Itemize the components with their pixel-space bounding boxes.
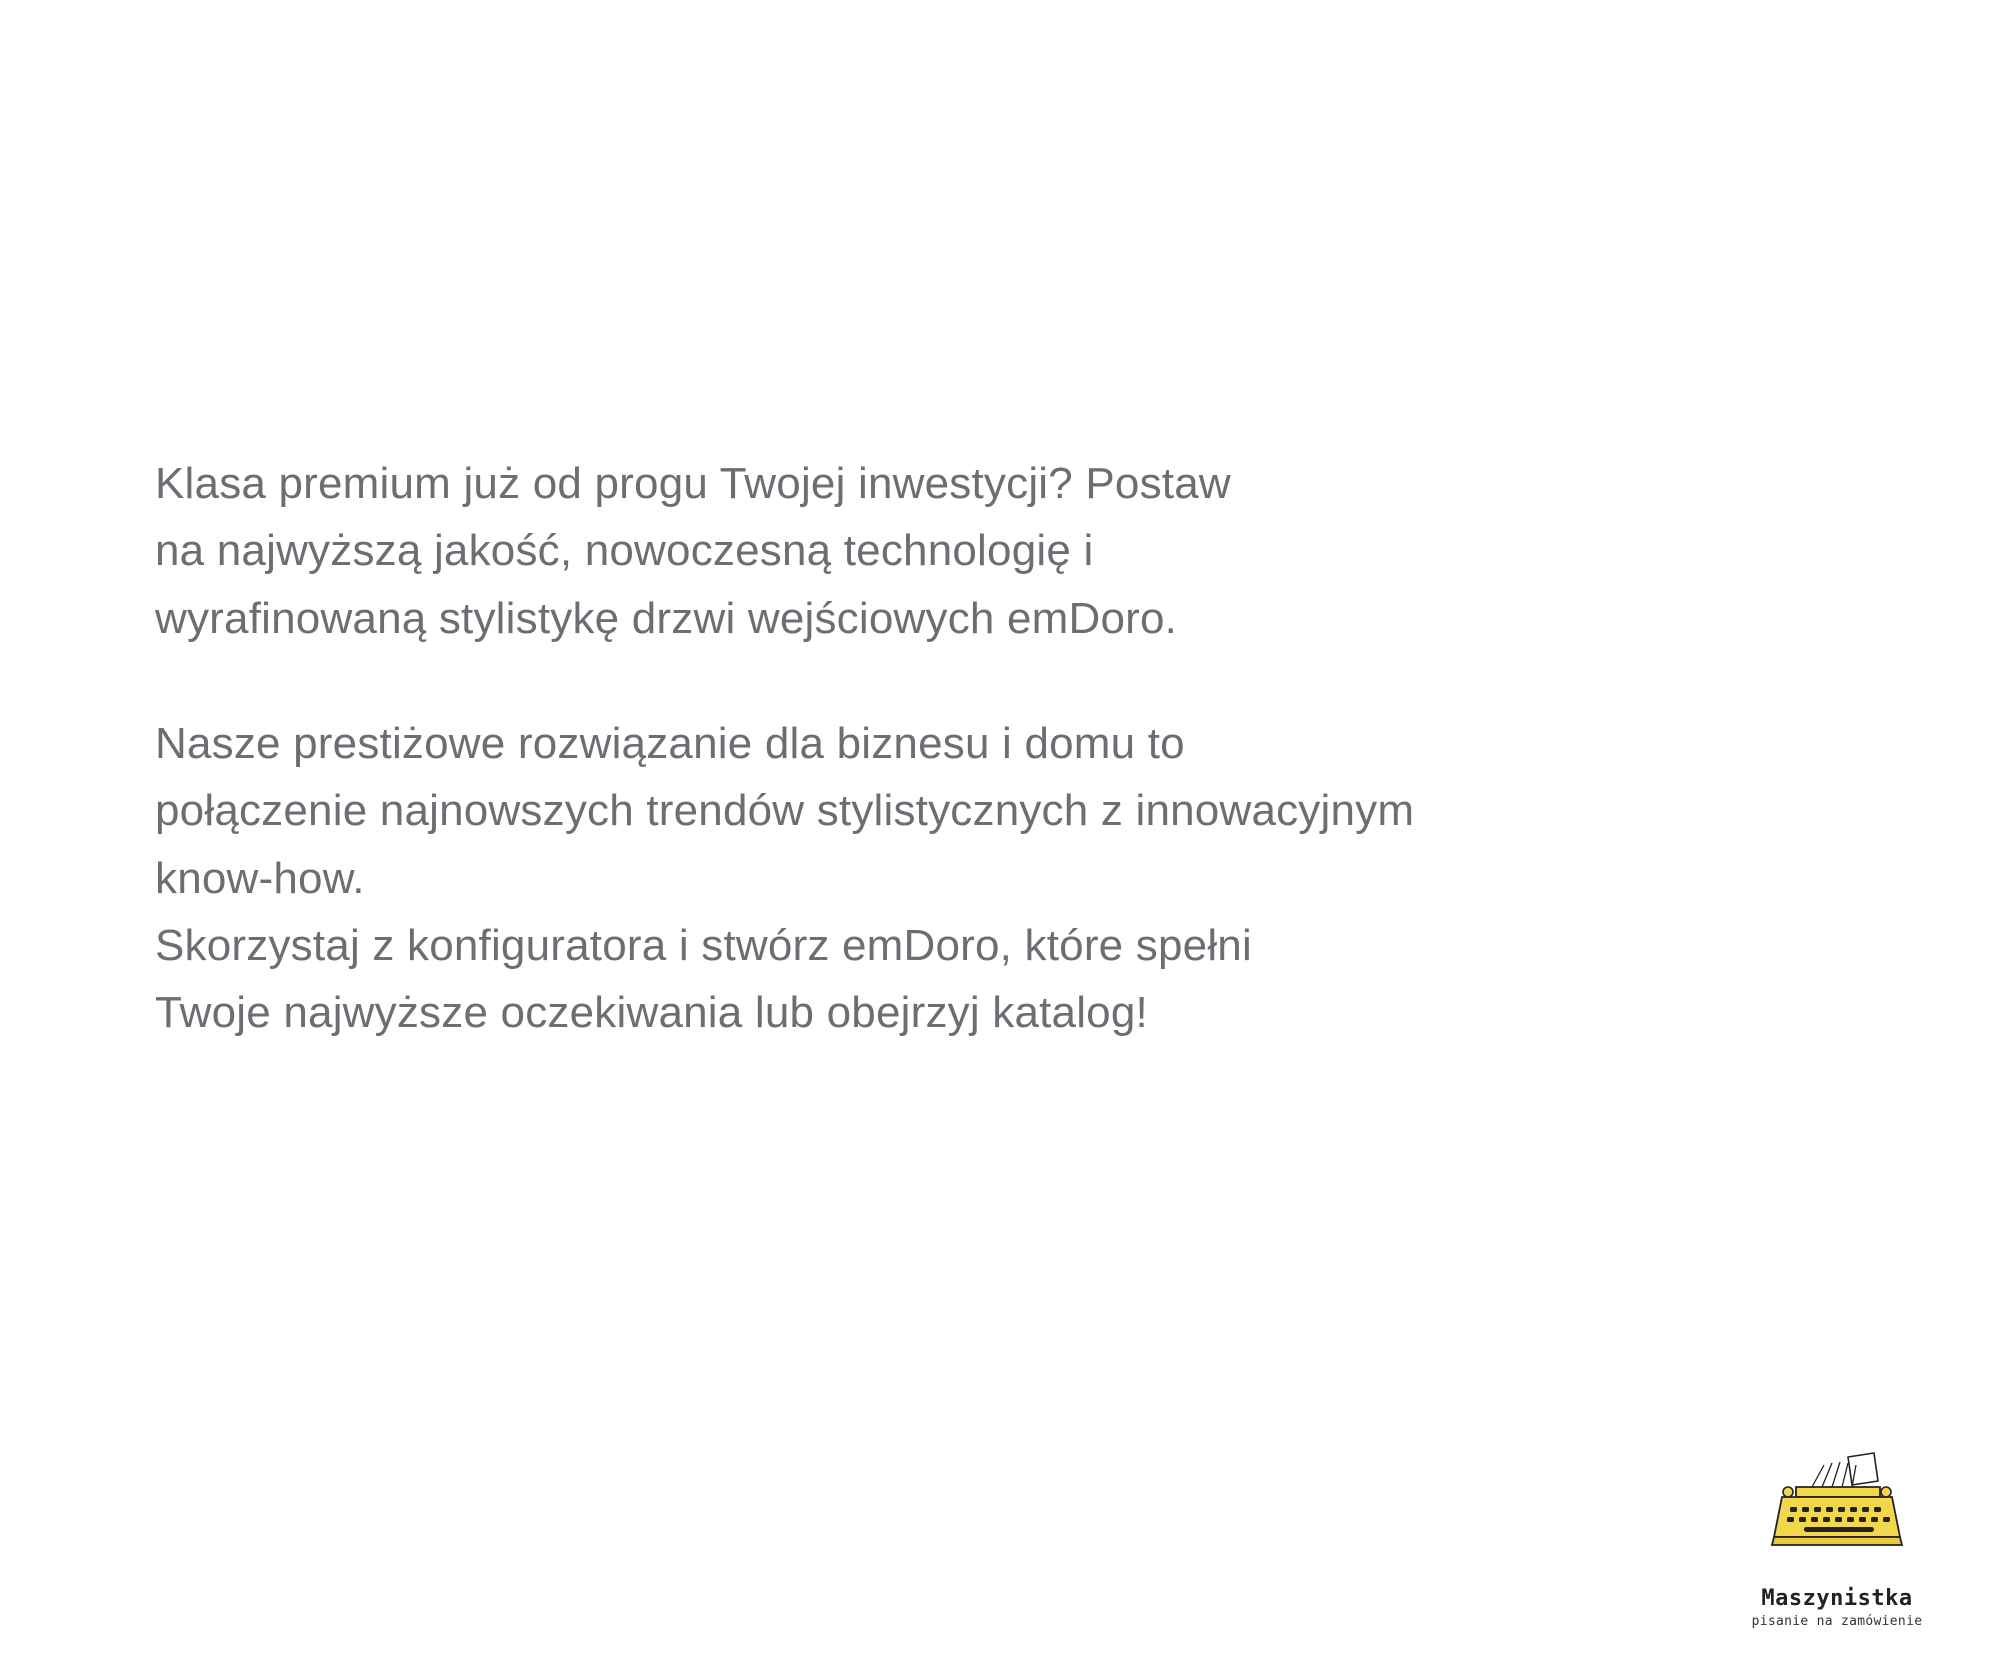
typewriter-icon — [1752, 1451, 1922, 1581]
paragraph-line: Skorzystaj z konfiguratora i stwórz emDoro, które spełni — [155, 920, 1252, 970]
brand-tagline: pisanie na zamówienie — [1751, 1613, 1923, 1629]
document-body — [155, 450, 1875, 1047]
paragraph-line: know-how. — [155, 853, 365, 903]
paragraph-line: połączenie najnowszych trendów stylistycznych z innowacyjnym — [155, 786, 1415, 836]
paragraph-intro — [155, 450, 1875, 652]
paragraph-offer — [155, 710, 1875, 1047]
paragraph-line: na najwyższą jakość, nowoczesną technologię i — [155, 526, 1094, 576]
brand-name: Maszynistka — [1761, 1585, 1913, 1611]
brand-logo — [1732, 1451, 1942, 1629]
paragraph-line: Klasa premium już od progu Twojej inwestycji? Postaw — [155, 459, 1231, 508]
paragraph-line: Twoje najwyższe oczekiwania lub obejrzyj katalog! — [155, 988, 1148, 1038]
paragraph-line: wyrafinowaną stylistykę drzwi wejściowych emDoro. — [155, 593, 1178, 643]
paragraph-line: Nasze prestiżowe rozwiązanie dla biznesu i domu to — [155, 718, 1185, 768]
